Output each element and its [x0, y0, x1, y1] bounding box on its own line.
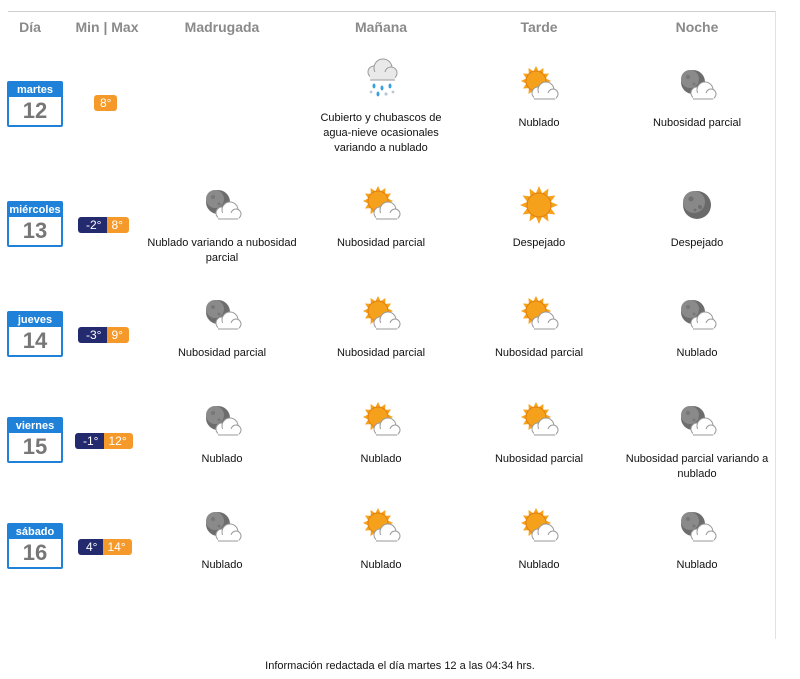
period-noche: [622, 295, 772, 361]
period-madrugada: [147, 295, 297, 361]
period-madrugada: [147, 401, 297, 467]
weather-description: Nubosidad parcial: [336, 347, 426, 359]
period-noche: [622, 185, 772, 251]
weather-description: Nublado: [518, 117, 560, 129]
weather-description: Nubosidad parcial variando a nublado: [625, 453, 769, 480]
day-calendar-badge: [7, 201, 63, 247]
weather-description: Nublado: [518, 559, 560, 571]
temp-range: [78, 327, 129, 343]
sun-cloud-icon: [464, 401, 614, 446]
temp-max: 14°: [103, 539, 131, 555]
temp-max: 8°: [107, 217, 128, 233]
period-tarde: [464, 65, 614, 131]
header-madrugada: Madrugada: [184, 19, 260, 35]
moon-cloud-icon: [147, 401, 297, 446]
temp-range: [78, 539, 132, 555]
period-manana: [306, 185, 456, 251]
temp-range: [78, 217, 129, 233]
moon-cloud-icon: [622, 507, 772, 552]
period-noche: [622, 401, 772, 482]
sun-cloud-icon: [464, 65, 614, 110]
sleet-icon: [306, 56, 456, 105]
period-tarde: [464, 401, 614, 467]
weather-description: Nublado: [201, 559, 243, 571]
forecast-row: [0, 520, 800, 620]
weather-description: Nublado: [360, 453, 402, 465]
period-manana: [306, 295, 456, 361]
weather-description: Nubosidad parcial: [336, 237, 426, 249]
day-name: sábado: [9, 525, 61, 539]
weather-description: Nubosidad parcial: [652, 117, 742, 129]
sun-cloud-icon: [306, 185, 456, 230]
sun-cloud-icon: [306, 507, 456, 552]
day-name: martes: [9, 83, 61, 97]
weather-description: Nublado: [360, 559, 402, 571]
temp-range: [94, 95, 117, 111]
weather-description: Despejado: [670, 237, 724, 249]
day-calendar-badge: [7, 311, 63, 357]
forecast-row: [0, 198, 800, 298]
top-divider: [8, 11, 776, 12]
moon-cloud-icon: [622, 65, 772, 110]
sun-icon: [464, 185, 614, 230]
period-tarde: [464, 295, 614, 361]
temp-min: -1°: [75, 433, 104, 449]
sun-cloud-icon: [306, 401, 456, 446]
temp-range: [75, 433, 133, 449]
weather-description: Nublado: [676, 559, 718, 571]
weather-description: Nublado variando a nubosidad parcial: [147, 237, 297, 264]
day-name: miércoles: [9, 204, 61, 216]
day-number: 14: [22, 328, 48, 353]
temp-max: 8°: [94, 95, 117, 111]
period-manana: [306, 56, 456, 156]
moon-cloud-icon: [622, 401, 772, 446]
day-name: jueves: [9, 313, 61, 327]
weather-description: Nubosidad parcial: [177, 347, 267, 359]
forecast-row: [0, 414, 800, 514]
period-madrugada: [147, 507, 297, 573]
forecast-row: [0, 78, 800, 178]
temp-max: 9°: [107, 327, 128, 343]
weather-description: Cubierto y chubascos de agua-nieve ocasionales variando a nublado: [320, 112, 442, 154]
header-dia: Día: [19, 19, 41, 35]
footer-note: Información redactada el día martes 12 a las 04:34 hrs.: [265, 660, 535, 672]
moon-cloud-icon: [622, 295, 772, 340]
temp-min: 4°: [78, 539, 103, 555]
sun-cloud-icon: [306, 295, 456, 340]
period-tarde: [464, 507, 614, 573]
day-name: viernes: [9, 419, 61, 433]
header-noche: Noche: [675, 19, 719, 35]
weather-description: Nublado: [201, 453, 243, 465]
forecast-row: [0, 308, 800, 408]
header-tarde: Tarde: [520, 19, 558, 35]
weather-description: Nubosidad parcial: [494, 347, 584, 359]
sun-cloud-icon: [464, 295, 614, 340]
temp-min: -2°: [78, 217, 107, 233]
moon-icon: [622, 185, 772, 230]
day-number: 12: [22, 98, 48, 123]
temp-max: 12°: [104, 433, 132, 449]
day-number: 15: [22, 434, 48, 459]
period-manana: [306, 507, 456, 573]
header-manana: Mañana: [354, 19, 408, 35]
temp-min: -3°: [78, 327, 107, 343]
period-manana: [306, 401, 456, 467]
period-noche: [622, 65, 772, 131]
moon-cloud-icon: [147, 185, 297, 230]
day-number: 16: [22, 540, 48, 565]
period-madrugada: [147, 185, 297, 266]
weather-description: Nublado: [676, 347, 718, 359]
period-tarde: [464, 185, 614, 251]
sun-cloud-icon: [464, 507, 614, 552]
day-calendar-badge: [7, 523, 63, 569]
weather-description: Nubosidad parcial: [494, 453, 584, 465]
period-noche: [622, 507, 772, 573]
weather-description: Despejado: [512, 237, 566, 249]
day-calendar-badge: [7, 417, 63, 463]
moon-cloud-icon: [147, 507, 297, 552]
day-number: 13: [22, 218, 48, 243]
moon-cloud-icon: [147, 295, 297, 340]
day-calendar-badge: [7, 81, 63, 127]
header-minmax: Min | Max: [75, 19, 139, 35]
